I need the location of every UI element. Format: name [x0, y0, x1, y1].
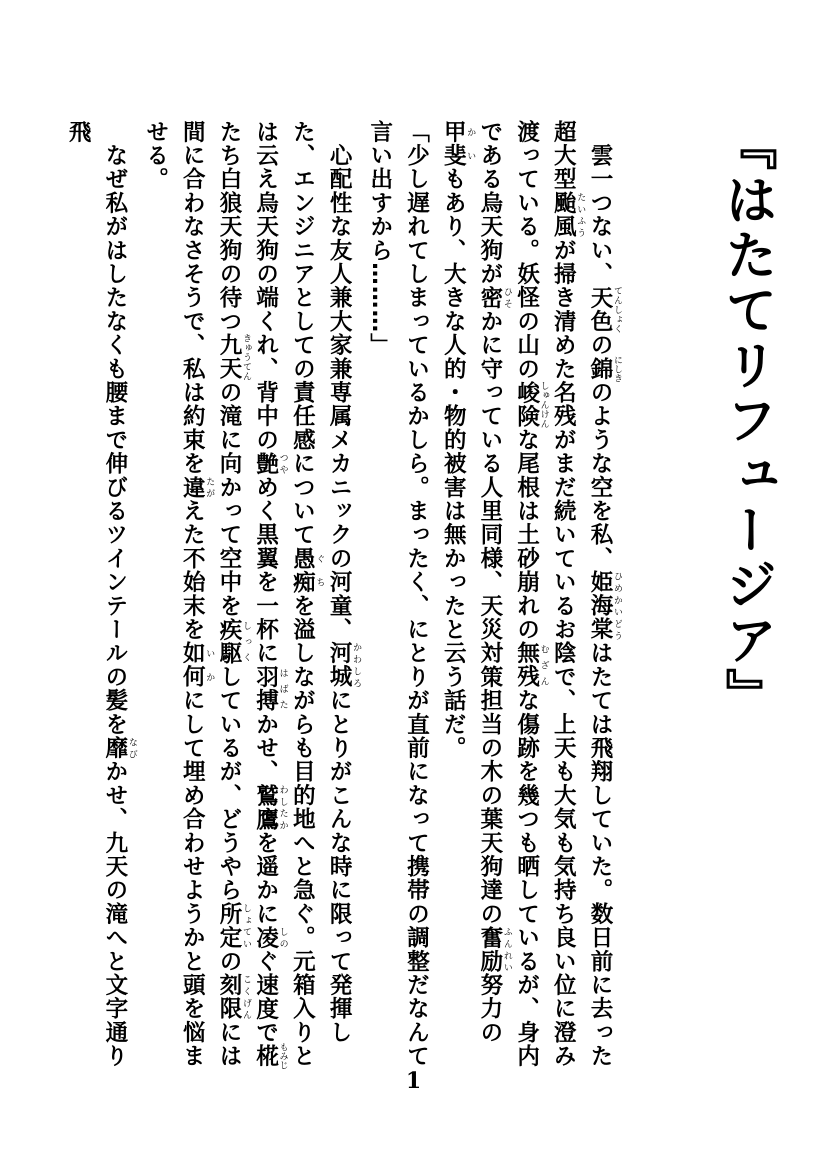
paragraph-3 [137, 120, 361, 1080]
ruby-word: 甲斐 かい [440, 120, 476, 168]
text-run: を遥かに [252, 831, 279, 926]
ruby-word: 峻険 しゅんけん [513, 380, 549, 429]
body-text [62, 120, 622, 1080]
text-run: を溢しながらも目的地へと急ぐ。元箱入りとは云え烏天狗の端くれ、背中の [252, 120, 316, 1069]
text-run: な傷跡を幾つも晒しているが、身内である烏天狗が [476, 120, 540, 1069]
text-run: の滝に向かって空中を [215, 380, 242, 618]
ruby-word: 九天 きゅうてん [215, 333, 251, 381]
ruby-word: 如何 いか [179, 641, 215, 689]
text-run: のような空を私、 [587, 380, 613, 571]
ruby-word: 鷲鷹 わしたか [252, 783, 288, 832]
ruby-reading: にしき [612, 355, 622, 383]
text-run: 努力の [476, 973, 503, 1045]
ruby-reading: はばた [277, 665, 288, 713]
text-run: の [215, 949, 242, 974]
ruby-reading: しゅんけん [538, 380, 549, 429]
paragraph-4 [62, 120, 137, 1080]
text-run: かに守っている人里同様、天災対策担当の木の葉天狗達の [476, 309, 503, 926]
ruby-reading: たいふう [575, 191, 586, 239]
ruby-reading: こくげん [240, 973, 251, 1021]
ruby-word: 天色 てんしょく [587, 285, 622, 334]
ruby-word: 靡 なび [101, 736, 137, 760]
ruby-reading: しっく [240, 617, 251, 666]
ruby-reading: むざん [538, 641, 549, 689]
ruby-word: 姫海棠 ひめかいどう [587, 570, 622, 642]
text-run: が掃き清めた名残がまだ続いているお陰で、上天も大気も気持ち良い位に澄み渡っている。妖怪の山の [513, 120, 577, 1069]
text-run: の [587, 333, 613, 358]
ruby-reading: なび [126, 736, 137, 760]
ruby-reading: ひそ [501, 285, 512, 310]
ruby-reading: もみじ [277, 1042, 288, 1070]
ruby-word: 疾駆 しっく [215, 617, 251, 666]
ruby-word: 河城 かわしろ [326, 641, 362, 689]
paragraph-1 [434, 120, 622, 1080]
ruby-reading: ふんれい [501, 925, 512, 974]
ruby-word: 無残 むざん [513, 641, 549, 689]
text-run: なぜ私がはしたなくも腰まで伸びるツインテールの髪を [101, 120, 128, 737]
ruby-word: 違 たが [179, 475, 215, 500]
text-run: めく黒翼を一杯に [252, 475, 279, 666]
ruby-reading: てんしょく [612, 285, 622, 334]
ruby-reading: わしたか [277, 783, 288, 832]
text-run: もあり、大きな人的・物的被害は無かったと云う話だ。 [440, 167, 467, 760]
text-run: にして埋め合わせようかと頭を悩ませる。 [142, 120, 206, 1069]
ruby-word: 愚痴 ぐち [289, 546, 325, 595]
text-run: かせ、 [252, 712, 279, 784]
ruby-word: 羽搏 はばた [252, 665, 288, 713]
ruby-reading: かい [465, 120, 476, 168]
ruby-word: 凌 しの [252, 925, 288, 950]
ruby-word: 密 ひそ [476, 285, 512, 310]
story-title: 『はたてリフュージア』 [716, 118, 776, 723]
page-number: 1 [405, 1068, 422, 1094]
ruby-word: 錦 にしき [587, 355, 622, 383]
ruby-reading: たが [204, 475, 215, 500]
ruby-reading: しの [277, 925, 288, 950]
ruby-word: 刻限 こくげん [215, 973, 251, 1021]
text-run: 心配性な友人兼大家兼専属メカニックの河童、 [326, 120, 353, 642]
text-run: はたては飛翔していた。数日前に去った超大型 [550, 120, 613, 1069]
ruby-reading: ひめかいどう [612, 570, 622, 642]
ruby-reading: ぐち [314, 546, 325, 594]
ruby-reading: きゅうてん [240, 333, 251, 381]
ruby-reading: しょてい [240, 902, 251, 950]
ruby-reading: つや [277, 451, 288, 476]
ruby-word: 椛 もみじ [252, 1042, 288, 1070]
text-run: ぐ速度で [252, 949, 279, 1045]
text-run: には間に合わなさそうで、私は約束を [179, 120, 242, 1069]
text-run: 雲一つない、 [587, 120, 613, 286]
paragraph-2 [361, 120, 434, 1080]
ruby-reading: いか [204, 641, 215, 689]
ruby-word: 所定 しょてい [215, 902, 251, 950]
text-run: にとりがこんな時に限って発揮した、エンジニアとしての責任感について [289, 120, 353, 1045]
text-run: 「少し遅れてしまっているかしら。まったく、にとりが直前になって携帯の調整だなんて言い出すから………」 [366, 120, 430, 1068]
ruby-word: 艶 つや [252, 451, 288, 476]
text-run: な尾根は土砂崩れの [513, 428, 540, 642]
text-run: たち白狼天狗の待つ [215, 120, 242, 334]
ruby-reading: かわしろ [351, 641, 362, 689]
ruby-word: 奮励 ふんれい [476, 925, 512, 974]
text-run: えた不始末を [179, 499, 206, 642]
ruby-word: 颱風 たいふう [550, 191, 586, 239]
text-run: しているが、どうやら [215, 665, 242, 903]
text-run: かせ、九天の滝へと文字通り飛 [65, 120, 128, 1069]
